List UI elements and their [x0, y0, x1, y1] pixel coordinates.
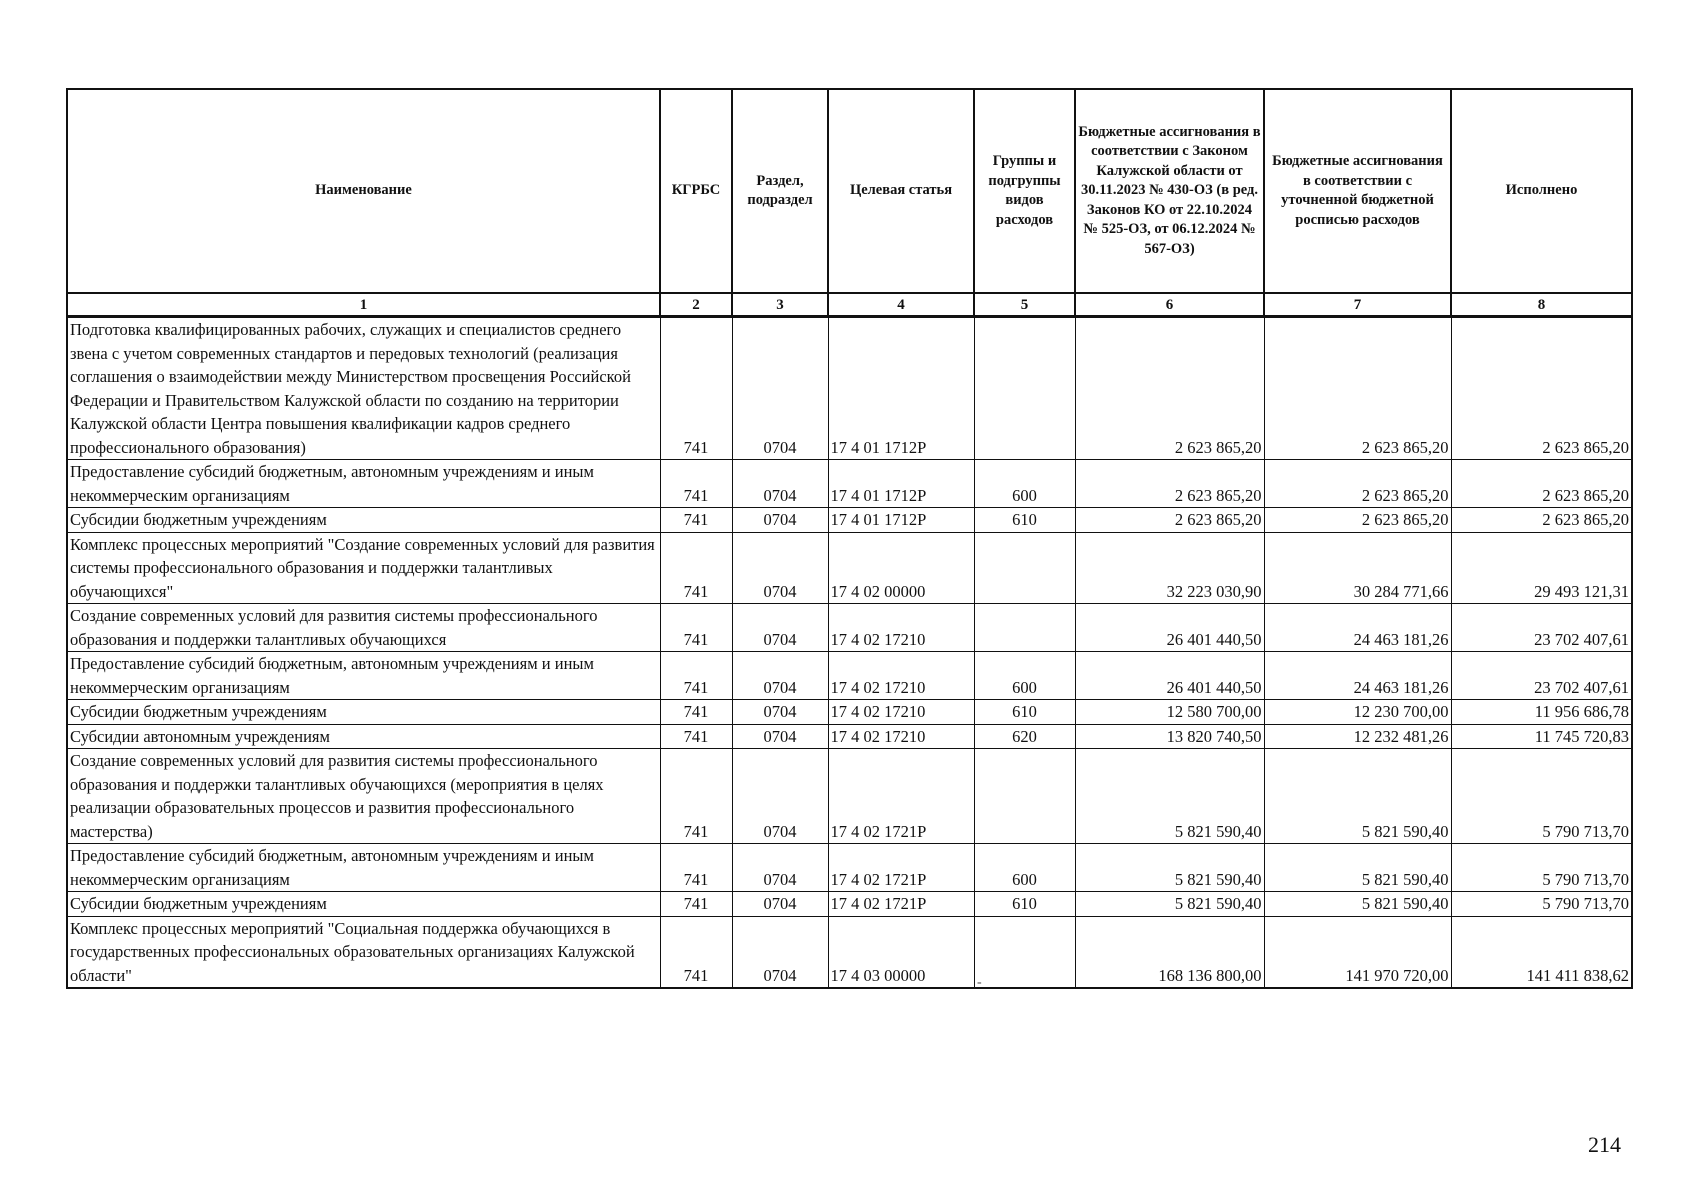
cell-alloc-law: 2 623 865,20: [1075, 508, 1264, 533]
cell-alloc-law: 5 821 590,40: [1075, 844, 1264, 892]
cell-name: Предоставление субсидий бюджетным, автономным учреждениям и иным некоммерческим организациям: [67, 460, 660, 508]
cell-executed: 23 702 407,61: [1451, 652, 1632, 700]
cell-section: 0704: [732, 317, 828, 460]
cell-name: Создание современных условий для развития системы профессионального образования и поддержки талантливых обучающихся: [67, 604, 660, 652]
cell-section: 0704: [732, 892, 828, 917]
cell-kgrbs: 741: [660, 916, 732, 988]
header-kgrbs: КГРБС: [660, 89, 732, 293]
cell-executed: 2 623 865,20: [1451, 508, 1632, 533]
cell-target: 17 4 02 17210: [828, 700, 974, 725]
column-number-row: [67, 293, 1632, 317]
cell-target: 17 4 02 1721Р: [828, 749, 974, 844]
cell-kgrbs: 741: [660, 532, 732, 604]
header-groups: Группы и подгруппы видов расходов: [974, 89, 1075, 293]
cell-section: 0704: [732, 916, 828, 988]
cell-name: Комплекс процессных мероприятий "Социальная поддержка обучающихся в государственных профессиональных образовательных организациях Калужской области": [67, 916, 660, 988]
cell-name: Подготовка квалифицированных рабочих, служащих и специалистов среднего звена с учетом современных стандартов и передовых технологий (реализация соглашения о взаимодействии между Министерством просвещения Российской Федерации и Правительством Калужской области по созданию на территории Калужской области Центра повышения квалификации кадров среднего профессионального образования): [67, 317, 660, 460]
cell-group: 610: [974, 892, 1075, 917]
table-row: [67, 460, 1632, 508]
cell-target: 17 4 02 00000: [828, 532, 974, 604]
table-body: [67, 317, 1632, 989]
cell-alloc-updated: 24 463 181,26: [1264, 604, 1451, 652]
cell-executed: 2 623 865,20: [1451, 460, 1632, 508]
cell-group: 600: [974, 652, 1075, 700]
cell-target: 17 4 02 1721Р: [828, 892, 974, 917]
cell-alloc-updated: 2 623 865,20: [1264, 508, 1451, 533]
cell-group: [974, 532, 1075, 604]
table-row: [67, 652, 1632, 700]
table-row: [67, 317, 1632, 460]
cell-executed: 5 790 713,70: [1451, 749, 1632, 844]
column-number: 7: [1264, 293, 1451, 317]
column-number: 8: [1451, 293, 1632, 317]
table-row: [67, 916, 1632, 988]
cell-group: 600: [974, 844, 1075, 892]
table-row: [67, 724, 1632, 749]
cell-name: Предоставление субсидий бюджетным, автономным учреждениям и иным некоммерческим организациям: [67, 844, 660, 892]
cell-kgrbs: 741: [660, 892, 732, 917]
cell-target: 17 4 02 17210: [828, 604, 974, 652]
cell-kgrbs: 741: [660, 652, 732, 700]
cell-executed: 5 790 713,70: [1451, 844, 1632, 892]
cell-section: 0704: [732, 700, 828, 725]
cell-kgrbs: 741: [660, 724, 732, 749]
cell-kgrbs: 741: [660, 749, 732, 844]
cell-target: 17 4 03 00000: [828, 916, 974, 988]
cell-alloc-updated: 5 821 590,40: [1264, 749, 1451, 844]
cell-group: [974, 749, 1075, 844]
cell-name: Комплекс процессных мероприятий "Создание современных условий для развития системы профессионального образования и поддержки талантливых обучающихся": [67, 532, 660, 604]
cell-alloc-law: 26 401 440,50: [1075, 652, 1264, 700]
header-name: Наименование: [67, 89, 660, 293]
column-number: 2: [660, 293, 732, 317]
cell-section: 0704: [732, 652, 828, 700]
cell-name: Субсидии бюджетным учреждениям: [67, 892, 660, 917]
cell-section: 0704: [732, 749, 828, 844]
cell-section: 0704: [732, 844, 828, 892]
cell-alloc-law: 26 401 440,50: [1075, 604, 1264, 652]
page-number: 214: [1588, 1132, 1621, 1157]
cell-alloc-law: 12 580 700,00: [1075, 700, 1264, 725]
cell-kgrbs: 741: [660, 844, 732, 892]
header-alloc-updated: Бюджетные ассигнования в соответствии с уточненной бюджетной росписью расходов: [1264, 89, 1451, 293]
cell-kgrbs: 741: [660, 508, 732, 533]
cell-kgrbs: 741: [660, 604, 732, 652]
cell-group: 620: [974, 724, 1075, 749]
table-header: [67, 89, 1632, 317]
cell-alloc-updated: 30 284 771,66: [1264, 532, 1451, 604]
cell-alloc-law: 2 623 865,20: [1075, 460, 1264, 508]
header-section: Раздел, подраздел: [732, 89, 828, 293]
cell-group: [974, 916, 1075, 988]
header-row: [67, 89, 1632, 293]
cell-section: 0704: [732, 508, 828, 533]
cell-target: 17 4 01 1712Р: [828, 508, 974, 533]
cell-name: Предоставление субсидий бюджетным, автономным учреждениям и иным некоммерческим организациям: [67, 652, 660, 700]
cell-group: 610: [974, 508, 1075, 533]
cell-alloc-updated: 12 230 700,00: [1264, 700, 1451, 725]
table-row: [67, 700, 1632, 725]
header-executed: Исполнено: [1451, 89, 1632, 293]
cell-alloc-updated: 141 970 720,00: [1264, 916, 1451, 988]
cell-section: 0704: [732, 724, 828, 749]
table-row: [67, 749, 1632, 844]
cell-alloc-updated: 5 821 590,40: [1264, 844, 1451, 892]
cell-executed: 29 493 121,31: [1451, 532, 1632, 604]
cell-kgrbs: 741: [660, 460, 732, 508]
budget-execution-table: [66, 88, 1633, 989]
table-row: [67, 604, 1632, 652]
cell-alloc-law: 13 820 740,50: [1075, 724, 1264, 749]
cell-executed: 11 745 720,83: [1451, 724, 1632, 749]
cell-alloc-updated: 24 463 181,26: [1264, 652, 1451, 700]
column-number: 3: [732, 293, 828, 317]
column-number: 6: [1075, 293, 1264, 317]
cell-section: 0704: [732, 460, 828, 508]
cell-group: [974, 317, 1075, 460]
cell-alloc-updated: 12 232 481,26: [1264, 724, 1451, 749]
column-number: 5: [974, 293, 1075, 317]
cell-alloc-law: 5 821 590,40: [1075, 892, 1264, 917]
table-row: [67, 844, 1632, 892]
cell-group: 610: [974, 700, 1075, 725]
cell-kgrbs: 741: [660, 700, 732, 725]
cell-kgrbs: 741: [660, 317, 732, 460]
cell-alloc-updated: 2 623 865,20: [1264, 460, 1451, 508]
cell-target: 17 4 02 17210: [828, 652, 974, 700]
column-number: 4: [828, 293, 974, 317]
cell-name: Субсидии бюджетным учреждениям: [67, 508, 660, 533]
cell-section: 0704: [732, 532, 828, 604]
cell-section: 0704: [732, 604, 828, 652]
cell-group: 600: [974, 460, 1075, 508]
cell-target: 17 4 02 1721Р: [828, 844, 974, 892]
table-row: [67, 508, 1632, 533]
cell-target: 17 4 01 1712Р: [828, 460, 974, 508]
column-number: 1: [67, 293, 660, 317]
header-alloc-law: Бюджетные ассигнования в соответствии с Законом Калужской области от 30.11.2023 № 430-ОЗ (в ред. Законов КО от 22.10.2024 № 525-ОЗ, от 06.12.2024 № 567-ОЗ): [1075, 89, 1264, 293]
cell-alloc-law: 168 136 800,00: [1075, 916, 1264, 988]
cell-group: [974, 604, 1075, 652]
cell-name: Субсидии бюджетным учреждениям: [67, 700, 660, 725]
cell-alloc-law: 5 821 590,40: [1075, 749, 1264, 844]
table-row: [67, 532, 1632, 604]
cell-target: 17 4 01 1712Р: [828, 317, 974, 460]
cell-executed: 23 702 407,61: [1451, 604, 1632, 652]
table-row: [67, 892, 1632, 917]
cell-target: 17 4 02 17210: [828, 724, 974, 749]
cell-executed: 141 411 838,62: [1451, 916, 1632, 988]
cell-alloc-updated: 5 821 590,40: [1264, 892, 1451, 917]
cell-executed: 5 790 713,70: [1451, 892, 1632, 917]
cell-alloc-law: 32 223 030,90: [1075, 532, 1264, 604]
cell-executed: 2 623 865,20: [1451, 317, 1632, 460]
cell-alloc-updated: 2 623 865,20: [1264, 317, 1451, 460]
cell-name: Создание современных условий для развития системы профессионального образования и поддержки талантливых обучающихся (мероприятия в целях реализации образовательных процессов и развития профессионального мастерства): [67, 749, 660, 844]
cell-executed: 11 956 686,78: [1451, 700, 1632, 725]
scan-mark: -: [977, 975, 982, 990]
header-target: Целевая статья: [828, 89, 974, 293]
cell-alloc-law: 2 623 865,20: [1075, 317, 1264, 460]
cell-name: Субсидии автономным учреждениям: [67, 724, 660, 749]
